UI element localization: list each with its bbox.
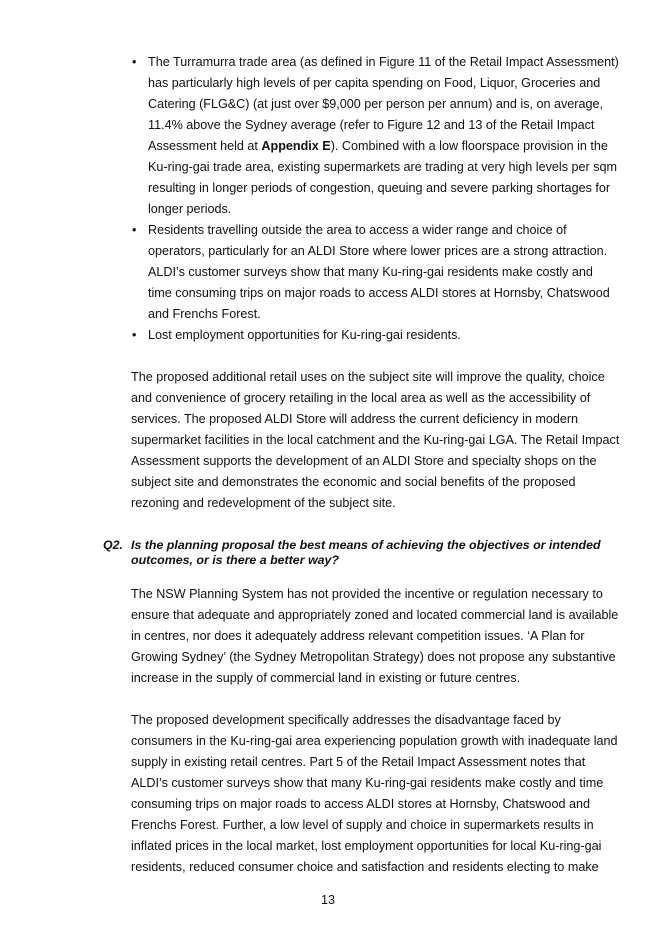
page-number: 13: [320, 893, 335, 907]
question-heading: Is the planning proposal the best means of achieving the objectives or intended outcomes, or is there a better way?: [131, 538, 601, 567]
bullet-item: [130, 220, 620, 325]
bullet-item: [130, 52, 620, 220]
bullet-icon: •: [132, 55, 137, 69]
bullet-text-continued: ). Combined with a low floorspace provision in the Ku-ring-gai trade area, existing supermarkets are trading at very high levels per sqm resulting in longer periods of congestion, queuing and severe parking shortages for longer periods.: [148, 139, 617, 216]
bullet-icon: •: [132, 328, 137, 342]
bullet-list: [130, 52, 620, 346]
question-number: Q2.: [103, 538, 123, 552]
appendix-reference: Appendix E: [261, 139, 331, 153]
bullet-text: Residents travelling outside the area to access a wider range and choice of operators, particularly for an ALDI Store where lower prices are a strong attraction. ALDI’s customer surveys show that many Ku-ring-gai residents make costly and time consuming trips on major roads to access ALDI stores at Hornsby, Chatswood and Frenchs Forest.: [148, 223, 610, 321]
bullet-icon: •: [132, 223, 137, 237]
bullet-text: The Turramurra trade area (as defined in Figure 11 of the Retail Impact Assessment) has particularly high levels of per capita spending on Food, Liquor, Groceries and Catering (FLG&C) (at just over $9,000 per person per annum) and is, on average, 11.4% above the Sydney average (refer to Figure 12 and 13 of the Retail Impact Assessment held at: [148, 55, 619, 153]
body-paragraph: The proposed additional retail uses on the subject site will improve the quality, choice and convenience of grocery retailing in the local area as well as the accessibility of services. The proposed ALDI Store will address the current deficiency in modern supermarket facilities in the local catchment and the Ku-ring-gai LGA. The Retail Impact Assessment supports the development of an ALDI Store and specialty shops on the subject site and demonstrates the economic and social benefits of the proposed rezoning and redevelopment of the subject site.: [131, 370, 620, 510]
body-paragraph: The proposed development specifically addresses the disadvantage faced by consumers in the Ku-ring-gai area experiencing population growth with inadequate land supply in existing retail centres. Part 5 of the Retail Impact Assessment notes that ALDI’s customer surveys show that many Ku-ring-gai residents make costly and time consuming trips on major roads to access ALDI stores at Hornsby, Chatswood and Frenchs Forest. Further, a low level of supply and choice in supermarkets results in inflated prices in the local market, lost employment opportunities for local Ku-ring-gai residents, reduced consumer choice and satisfaction and residents electing to make: [131, 713, 618, 874]
body-paragraph: The NSW Planning System has not provided the incentive or regulation necessary to ensure that adequate and appropriately zoned and located commercial land is available in centres, nor does it adequately address relevant competition issues. ‘A Plan for Growing Sydney’ (the Sydney Metropolitan Strategy) does not propose any substantive increase in the supply of commercial land in existing or future centres.: [131, 587, 619, 685]
bullet-item: [130, 325, 620, 346]
bullet-text: Lost employment opportunities for Ku-ring-gai residents.: [148, 328, 461, 342]
